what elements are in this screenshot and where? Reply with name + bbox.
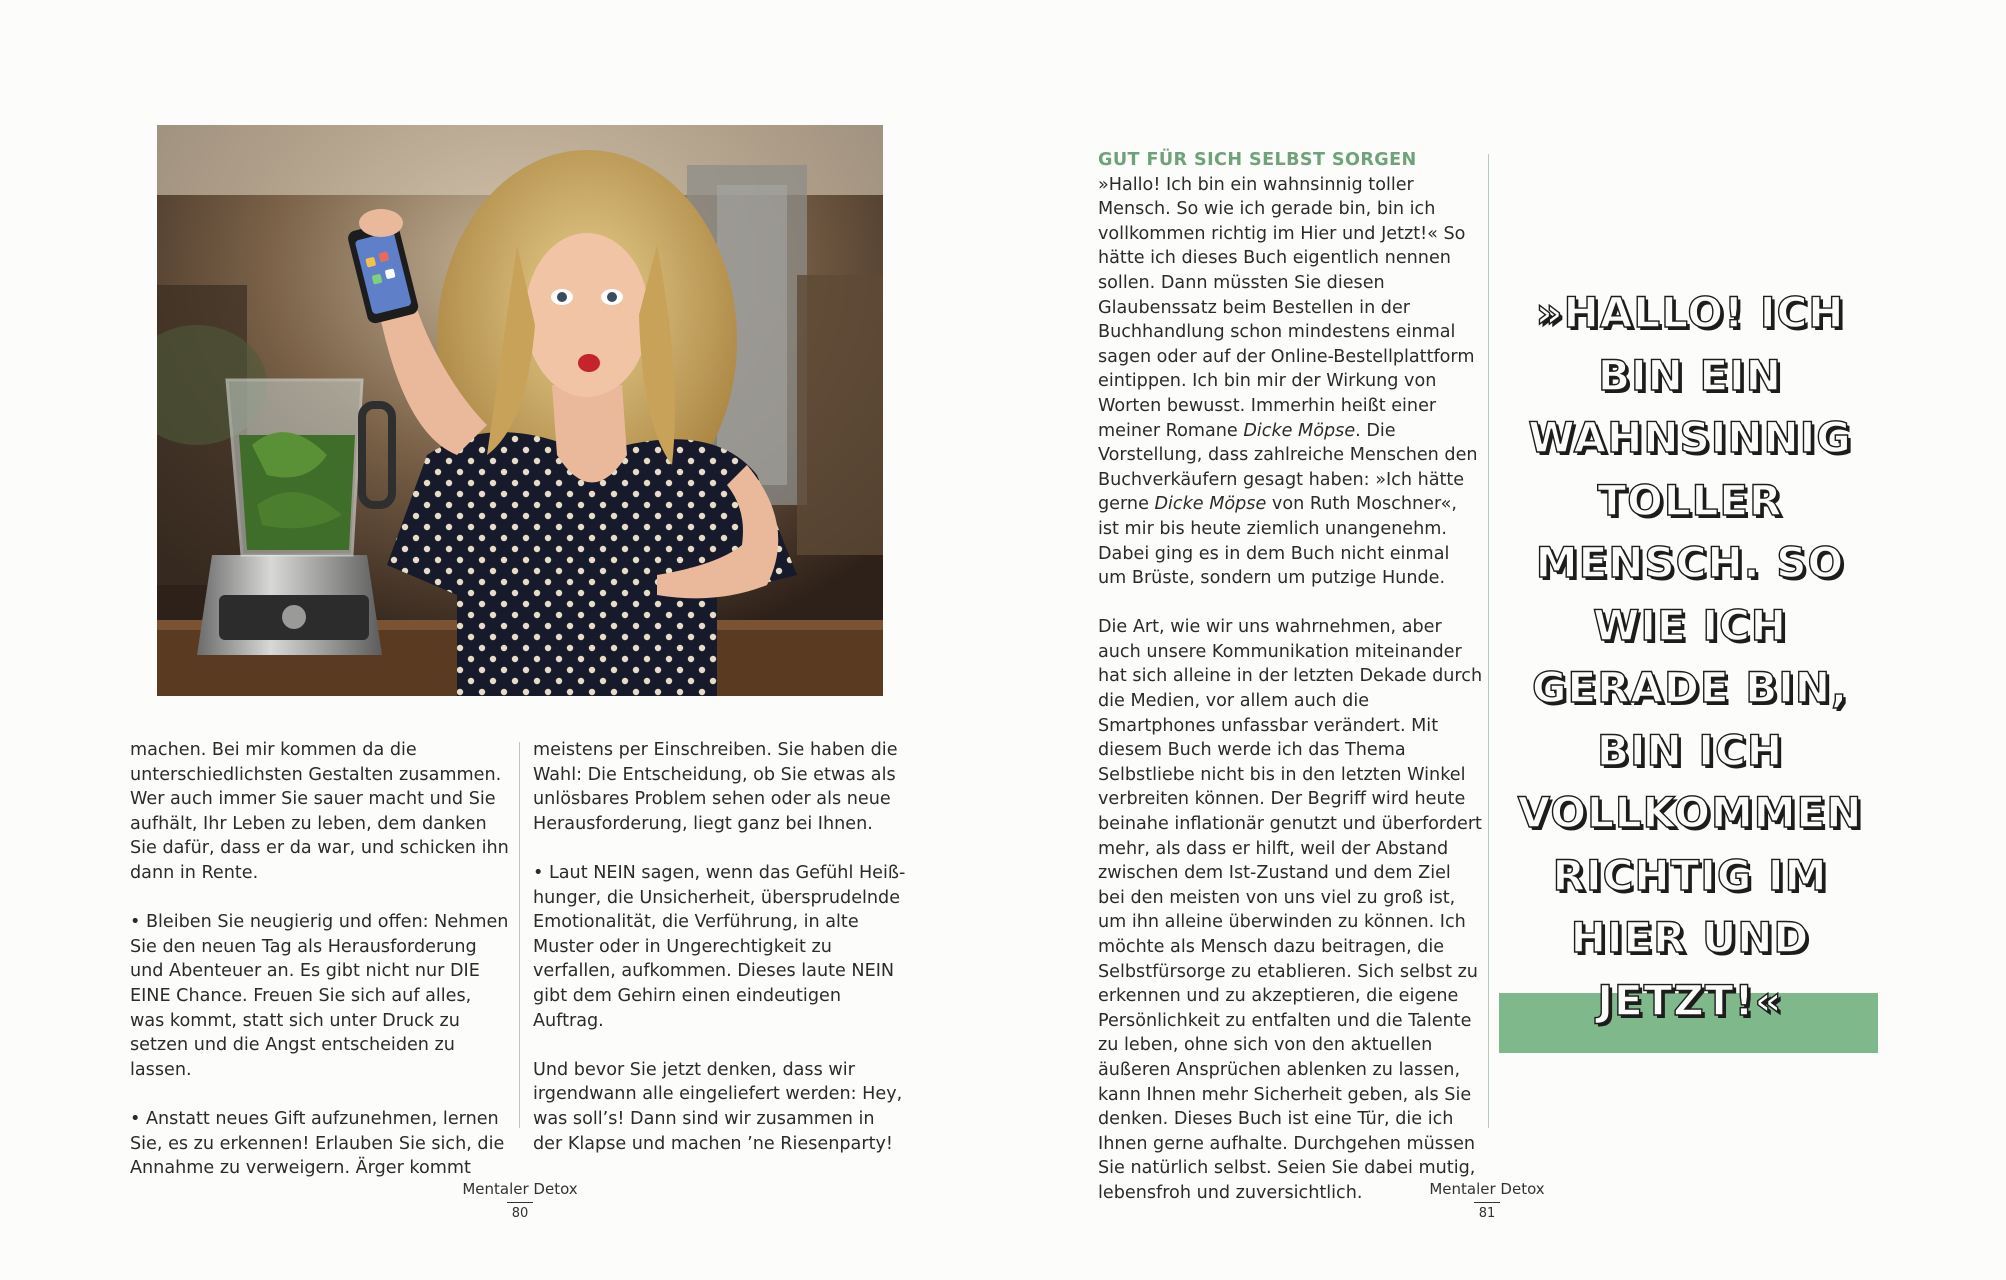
paragraph: Die Art, wie wir uns wahrnehmen, aber auch unsere Kommunikation miteinander hat sich alleine in der letzten Dekade durch die Medien, vor allem auch die Smartphones unfassbar verändert. Mit diesem Buch werde ich das Thema Selbstliebe nicht bis in den letzten Winkel verbreiten können. Der Begriff wird heute beinahe inflationär genutzt und überfordert mehr, als dass er hilft, weil der Abstand zwischen dem Ist-Zustand und dem Ziel bei den meisten von uns viel zu groß ist, um ihn alleine überwinden zu können. Ich möchte als Mensch dazu beitragen, die Selbstfürsorge zu etablieren. Sich selbst zu erkennen und zu akzeptieren, die eigene Persönlichkeit zu entfalten und die Talente zu leben, ohne sich von den aktuellen äußeren Ansprüchen ablenken zu lassen, kann Ihnen mehr Sicherheit geben, als Sie denken. Dieses Buch ist eine Tür, die ich Ihnen gerne aufhalte. Durchgehen müssen Sie natürlich selbst. Seien Sie dabei mutig, lebensfroh und zuversichtlich. — [1098, 617, 1483, 1203]
running-title: Mentaler Detox — [462, 1180, 578, 1198]
page-number: 80 — [511, 1206, 529, 1221]
footer-rule — [507, 1202, 533, 1203]
page-footer-right — [1377, 1180, 1597, 1222]
woman-with-smartphone-and-blender-icon — [157, 125, 883, 696]
book-title: Dicke Möpse — [1243, 420, 1356, 441]
left-column-1 — [130, 738, 510, 1181]
author-photo — [157, 125, 883, 696]
text-run: . Die Vorstellung, dass zahlreiche Menschen den Buchverkäufern gesagt haben: »Ich hätte gerne — [1098, 420, 1478, 515]
footer-rule — [1474, 1202, 1500, 1203]
bullet-paragraph: • Anstatt neues Gift aufzunehmen, lernen Sie, es zu erkennen! Erlauben Sie sich, die Annahme zu verweigern. Ärger kommt — [130, 1108, 505, 1179]
pull-quote: »HALLO! ICH BIN EIN WAHNSINNIG TOLLER MENSCH. SO WIE ICH GERADE BIN, BIN ICH VOLLKOMMEN RICHTIG IM HIER UND JETZT!« — [1517, 288, 1863, 1025]
section-heading: GUT FÜR SICH SELBST SORGEN — [1098, 150, 1417, 170]
running-title: Mentaler Detox — [1429, 1180, 1545, 1198]
paragraph: machen. Bei mir kommen da die unterschiedlichsten Gestalten zusammen. Wer auch immer Sie sauer macht und Sie aufhält, Ihr Leben zu leben, dem danken Sie dafür, dass er da war, und schicken ihn dann in Rente. — [130, 740, 509, 883]
left-column-2 — [533, 738, 908, 1156]
right-body-column — [1098, 148, 1483, 1206]
bullet-paragraph: • Bleiben Sie neugierig und offen: Nehmen Sie den neuen Tag als Herausforderung und Abenteuer an. Es gibt nicht nur DIE EINE Chance. Freuen Sie sich auf alles, was kommt, statt sich unter Druck zu setzen und die Angst entscheiden zu lassen. — [130, 912, 509, 1080]
paragraph: meistens per Einschreiben. Sie haben die Wahl: Die Entscheidung, ob Sie etwas als unlösbares Problem sehen oder als neue Herausforderung, liegt ganz bei Ihnen. — [533, 740, 898, 834]
column-divider — [1488, 154, 1489, 1128]
column-divider — [519, 742, 520, 1128]
text-run: »Hallo! Ich bin ein wahnsinnig toller Mensch. So wie ich gerade bin, bin ich vollkommen richtig im Hier und Jetzt!« So hätte ich dieses Buch eigentlich nennen sollen. Dann müssten Sie diesen Glaubenssatz beim Bestellen in der Buchhandlung schon mindestens einmal sagen oder auf der Online-Bestellplattform eintippen. Ich bin mir der Wirkung von Worten bewusst. Immerhin heißt einer meiner Romane — [1098, 174, 1475, 441]
text-run: von Ruth Moschner«, ist mir bis heute ziemlich unangenehm. Dabei ging es in dem Buch nicht einmal um Brüste, sondern um putzige Hunde. — [1098, 494, 1457, 589]
paragraph: Und bevor Sie jetzt denken, dass wir irgendwann alle eingeliefert werden: Hey, was soll’s! Dann sind wir zusammen in der Klapse und machen ’ne Riesenparty! — [533, 1059, 903, 1154]
book-title: Dicke Möpse — [1154, 494, 1267, 515]
bullet-paragraph: • Laut NEIN sagen, wenn das Gefühl Heißhunger, die Unsicherheit, übersprudelnde Emotionalität, die Verführung, in alte Muster oder in Ungerechtigkeit zu verfallen, aufkommen. Dieses laute NEIN gibt dem Gehirn einen eindeutigen Auftrag. — [533, 862, 906, 1031]
paragraph — [1098, 173, 1483, 591]
page-number: 81 — [1478, 1206, 1496, 1221]
page-footer-left — [410, 1180, 630, 1222]
